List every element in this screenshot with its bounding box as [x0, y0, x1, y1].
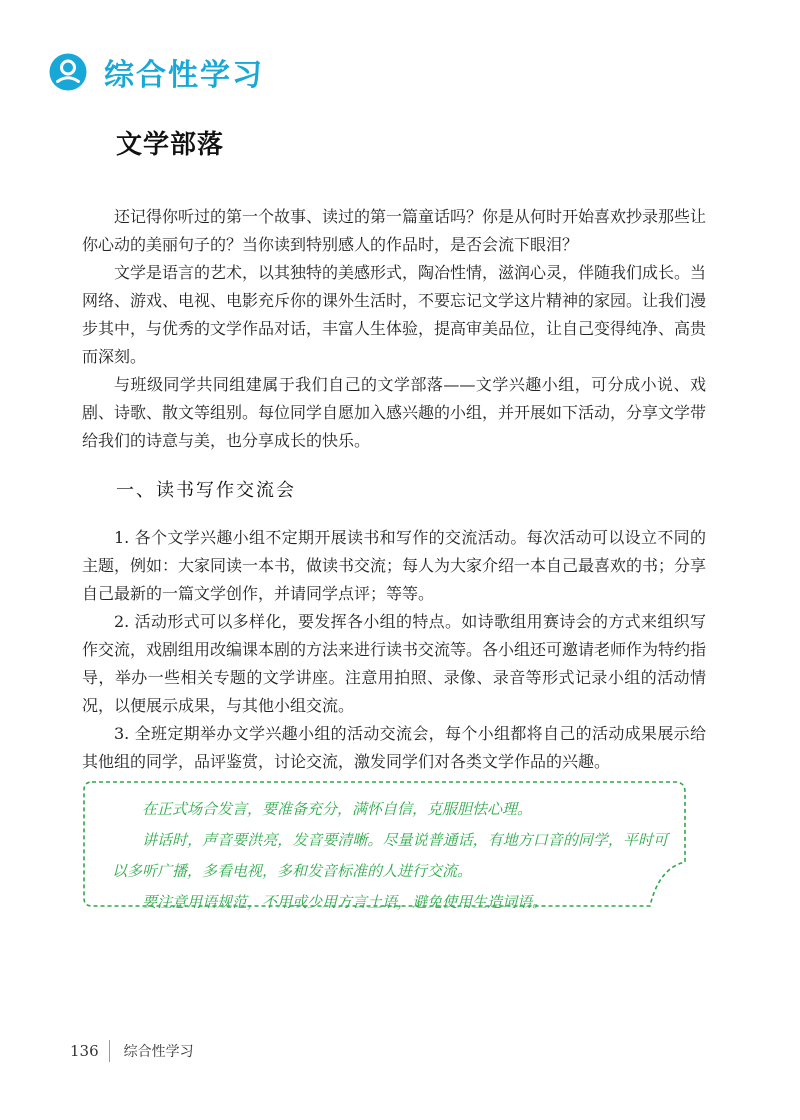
tip-box — [82, 780, 685, 910]
section-heading: 一、读书写作交流会 — [116, 480, 296, 501]
tip-line-3: 要注意用语规范，不用或少用方言土语，避免使用生造词语。 — [142, 893, 548, 911]
activity-item-1: 1. 各个文学兴趣小组不定期开展读书和写作的交流活动。每次活动可以设立不同的主题，例如：大家同读一本书，做读书交流；每人为大家介绍一本自己最喜欢的书；分享自己最新的一篇文学创作，并请同学点评；等等。 — [82, 528, 707, 603]
activity-item-2: 2. 活动形式可以多样化，要发挥各小组的特点。如诗歌组用赛诗会的方式来组织写作交流，戏剧组用改编课本剧的方法来进行读书交流等。各小组还可邀请老师作为特约指导，举办一些相关专题的文学讲座。注意用拍照、录像、录音等形式记录小组的活动情况，以便展示成果，与其他小组交流。 — [82, 612, 707, 715]
page-number: 136 — [70, 1042, 99, 1060]
tip-line-2: 讲话时，声音要洪亮，发音要清晰。尽量说普通话，有地方口音的同学，平时可以多听广播，多看电视，多和发音标准的人进行交流。 — [112, 831, 668, 880]
page-header — [48, 48, 264, 96]
page-footer — [70, 1040, 194, 1062]
intro-paragraph-1: 还记得你听过的第一个故事、读过的第一篇童话吗？你是从何时开始喜欢抄录那些让你心动的美丽句子的？当你读到特别感人的作品时，是否会流下眼泪？ — [82, 207, 707, 254]
footer-divider — [109, 1040, 110, 1062]
page-title: 文学部落 — [116, 130, 225, 160]
activity-list — [82, 524, 706, 776]
intro-text — [82, 203, 706, 455]
footer-section-label: 综合性学习 — [123, 1044, 194, 1060]
tip-line-1: 在正式场合发言，要准备充分，满怀自信，克服胆怯心理。 — [142, 800, 533, 818]
header-title: 综合性学习 — [104, 58, 264, 93]
activity-item-3: 3. 全班定期举办文学兴趣小组的活动交流会，每个小组都将自己的活动成果展示给其他组的同学，品评鉴赏，讨论交流，激发同学们对各类文学作品的兴趣。 — [82, 724, 706, 771]
person-icon — [48, 52, 88, 92]
tip-text — [112, 794, 668, 918]
intro-paragraph-2: 文学是语言的艺术，以其独特的美感形式，陶冶性情，滋润心灵，伴随我们成长。当网络、游戏、电视、电影充斥你的课外生活时，不要忘记文学这片精神的家园。让我们漫步其中，与优秀的文学作品对话，丰富人生体验，提高审美品位，让自己变得纯净、高贵而深刻。 — [82, 263, 707, 366]
intro-paragraph-3: 与班级同学共同组建属于我们自己的文学部落——文学兴趣小组，可分成小说、戏剧、诗歌、散文等组别。每位同学自愿加入感兴趣的小组，并开展如下活动，分享文学带给我们的诗意与美，也分享成长的快乐。 — [82, 375, 707, 450]
